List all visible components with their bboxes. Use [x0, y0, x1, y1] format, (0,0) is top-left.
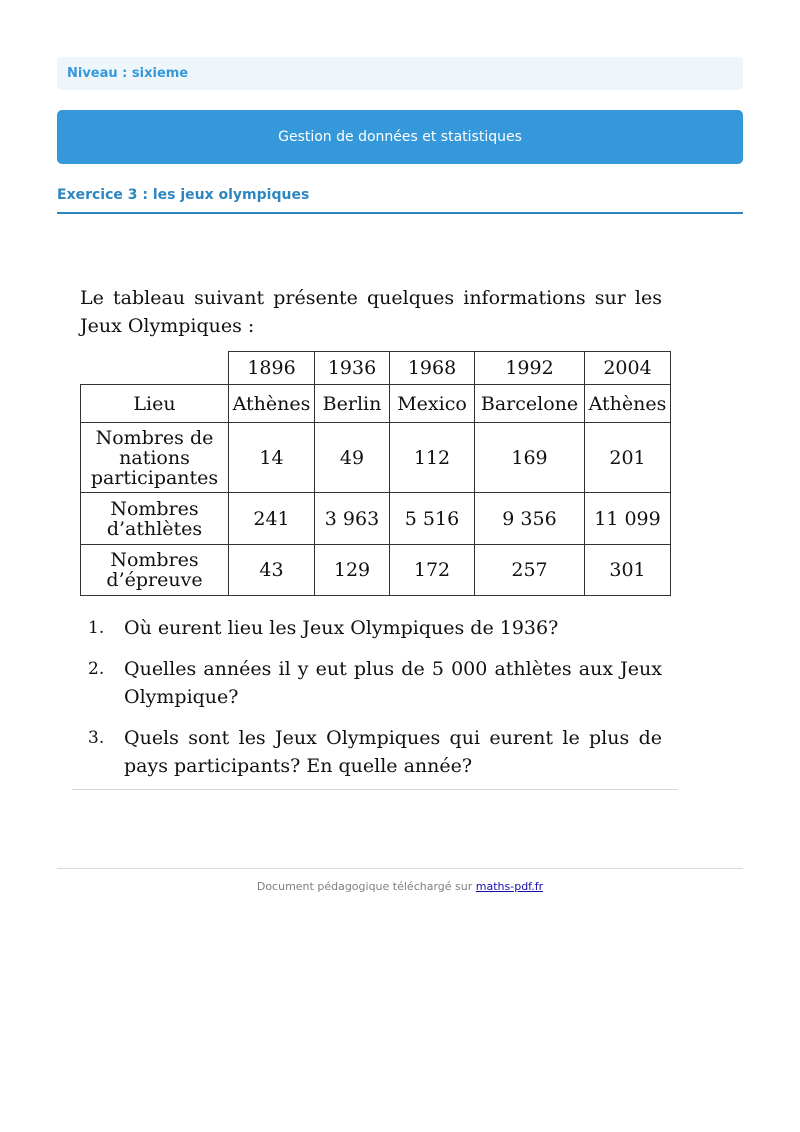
table-cell: 43 [229, 545, 315, 596]
table-cell: Barcelone [475, 385, 585, 423]
exercise-intro: Le tableau suivant présente quelques informations sur les Jeux Olympiques : [80, 287, 662, 337]
table-cell: 301 [585, 545, 671, 596]
subject-banner [57, 110, 743, 164]
table-row [81, 385, 671, 423]
table-cell: 241 [229, 493, 315, 545]
table-cell: 169 [475, 423, 585, 493]
row-label: Nombres d’athlètes [81, 493, 229, 545]
olympics-table [80, 351, 671, 596]
question-item [80, 724, 662, 780]
row-label: Nombres d’épreuve [81, 545, 229, 596]
table-cell: 172 [390, 545, 475, 596]
question-item [80, 655, 662, 711]
table-cell: 129 [315, 545, 390, 596]
question-number: 2. [88, 659, 105, 679]
table-cell: 5 516 [390, 493, 475, 545]
table-cell: 201 [585, 423, 671, 493]
question-number: 3. [88, 728, 105, 748]
table-cell: Athènes [585, 385, 671, 423]
question-item [80, 614, 662, 642]
year-cell: 1936 [315, 352, 390, 385]
table-cell: 112 [390, 423, 475, 493]
level-banner [57, 57, 743, 90]
footer-text: Document pédagogique téléchargé sur [256, 880, 473, 893]
year-cell: 1968 [390, 352, 475, 385]
exercise-title: Exercice 3 : les jeux olympiques [57, 186, 743, 214]
footer-divider [57, 868, 743, 869]
level-label: Niveau : sixieme [67, 66, 189, 81]
table-cell: 49 [315, 423, 390, 493]
table-row [81, 423, 671, 493]
question-text: Quels sont les Jeux Olympiques qui eurent le plus de pays participants? En quelle année? [124, 727, 662, 777]
table-cell: Berlin [315, 385, 390, 423]
question-text: Où eurent lieu les Jeux Olympiques de 1936? [124, 617, 559, 639]
row-label: Lieu [81, 385, 229, 423]
year-cell: 2004 [585, 352, 671, 385]
table-corner-cell [81, 352, 229, 385]
table-cell: 9 356 [475, 493, 585, 545]
table-row [81, 493, 671, 545]
footer [57, 880, 743, 893]
exercise-body [72, 270, 678, 790]
question-list [80, 614, 662, 793]
row-label: Nombres de nations participantes [81, 423, 229, 493]
subject-title: Gestion de données et statistiques [278, 129, 522, 145]
table-cell: Mexico [390, 385, 475, 423]
year-cell: 1896 [229, 352, 315, 385]
table-cell: 257 [475, 545, 585, 596]
table-cell: Athènes [229, 385, 315, 423]
table-cell: 3 963 [315, 493, 390, 545]
question-number: 1. [88, 618, 105, 638]
table-row [81, 545, 671, 596]
table-header-row [81, 352, 671, 385]
table-cell: 11 099 [585, 493, 671, 545]
footer-link[interactable]: maths-pdf.fr [475, 880, 544, 893]
table-cell: 14 [229, 423, 315, 493]
year-cell: 1992 [475, 352, 585, 385]
question-text: Quelles années il y eut plus de 5 000 athlètes aux Jeux Olympique? [124, 658, 662, 708]
